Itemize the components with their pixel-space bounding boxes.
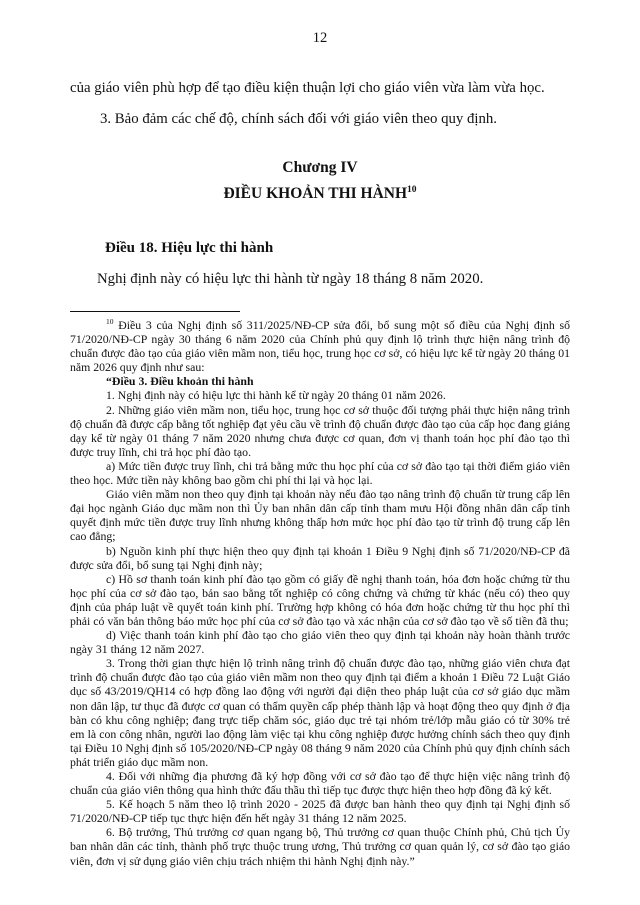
footnote-paragraph: b) Nguồn kinh phí thực hiện theo quy định tại khoản 1 Điều 9 Nghị định số 71/2020/NĐ-CP đã được sửa đổi, bổ sung tại Nghị định này; xyxy=(70,543,570,572)
footnote-section xyxy=(70,311,570,868)
article-18-text: Nghị định này có hiệu lực thi hành từ ngày 18 tháng 8 năm 2020. xyxy=(97,271,484,287)
footnote-paragraph: 2. Những giáo viên mầm non, tiểu học, trung học cơ sở thuộc đối tượng phải thực hiện nâng trình độ chuẩn đã được cấp bằng tốt nghiệp đạt yêu cầu về trình độ chuẩn được đào tạo của cấp học đang giảng dạy kể từ ngày 01 tháng 7 năm 2020 nhưng chưa được cơ quan, đơn vị thanh toán học phí đào tạo thì được truy lĩnh, chi trả học phí đào tạo. xyxy=(70,402,570,459)
footnote-separator xyxy=(70,311,240,312)
chapter-footnote-reference: 10 xyxy=(407,184,417,195)
article-18-heading: Điều 18. Hiệu lực thi hành xyxy=(105,240,274,256)
footnote-paragraph: 5. Kế hoạch 5 năm theo lộ trình 2020 - 2025 đã được ban hành theo quy định tại Nghị định số 71/2020/NĐ-CP tiếp tục thực hiện đến hết ngày 31 tháng 12 năm 2025. xyxy=(70,797,570,826)
chapter-heading xyxy=(70,155,570,207)
chapter-title xyxy=(70,181,570,207)
chapter-label: Chương IV xyxy=(282,159,358,176)
footnote-intro-text: Điều 3 của Nghị định số 311/2025/NĐ-CP sửa đổi, bổ sung một số điều của Nghị định số 71/2020/NĐ-CP ngày 30 tháng 6 năm 2020 của Chính phủ quy định lộ trình thực hiện nâng trình độ chuẩn được đào tạo của giáo viên mầm non, tiểu học, trung học cơ sở, có hiệu lực kể từ ngày 20 tháng 01 năm 2026 quy định như sau: xyxy=(70,318,571,375)
footnote-paragraph: “Điều 3. Điều khoản thi hành xyxy=(106,374,254,389)
chapter-title-text: ĐIỀU KHOẢN THI HÀNH xyxy=(223,185,408,202)
footnote-paragraph: d) Việc thanh toán kinh phí đào tạo cho giáo viên theo quy định tại khoản này hoàn thành trước ngày 31 tháng 12 năm 2027. xyxy=(70,628,570,657)
footnote-marker: 10 xyxy=(106,317,114,327)
footnote-paragraph: 3. Trong thời gian thực hiện lộ trình nâng trình độ chuẩn được đào tạo, những giáo viên chưa đạt trình độ chuẩn được đào tạo của giáo viên mầm non theo quy định tại điểm a khoản 1 Điều 72 Luật Giáo dục số 43/2019/QH14 có hợp đồng lao động với người đại diện theo pháp luật của cơ sở giáo dục mầm non dân lập, tư thục đã được cơ quan có thẩm quyền cấp phép thành lập và hoạt động theo quy định ở địa bàn có khu công nghiệp; đang trực tiếp chăm sóc, giáo dục trẻ tại nhóm trẻ/lớp mẫu giáo có từ 30% trẻ em là con công nhân, người lao động làm việc tại khu công nghiệp được hưởng chính sách theo quy định tại Điều 10 Nghị định số 105/2020/NĐ-CP ngày 08 tháng 9 năm 2020 của Chính phủ quy định chính sách phát triển giáo dục mầm non. xyxy=(70,656,570,769)
page-number: 12 xyxy=(312,30,328,46)
footnote-paragraph: a) Mức tiền được truy lĩnh, chi trả bằng mức thu học phí của cơ sở đào tạo tại thời điểm giáo viên theo học. Mức tiền này không bao gồm chi phí thi lại và học lại. xyxy=(70,458,570,488)
footnote-paragraph: 6. Bộ trưởng, Thủ trưởng cơ quan ngang bộ, Thủ trưởng cơ quan thuộc Chính phủ, Chủ tịch Ủy ban nhân dân các tỉnh, thành phố trực thuộc trung ương, Thủ trưởng cơ quan quản lý, cơ sở đào tạo giáo viên, đơn vị sử dụng giáo viên chịu trách nhiệm thi hành Nghị định này.” xyxy=(70,825,570,868)
footnote-paragraph: 4. Đối với những địa phương đã ký hợp đồng với cơ sở đào tạo để thực hiện việc nâng trình độ chuẩn của giáo viên thông qua hình thức đấu thầu thì tiếp tục được thực hiện theo hợp đồng đã ký kết. xyxy=(70,769,570,798)
footnote-paragraph: 1. Nghị định này có hiệu lực thi hành kể từ ngày 20 tháng 01 năm 2026. xyxy=(106,388,446,403)
footnote-paragraph: c) Hồ sơ thanh toán kinh phí đào tạo gồm có giấy đề nghị thanh toán, hóa đơn hoặc chứng từ thu học phí của cơ sở đào tạo, bản sao bằng tốt nghiệp có công chứng và chứng từ khác (nếu có) theo quy định của pháp luật về quyết toán kinh phí. Trường hợp không có hóa đơn hoặc chứng từ thu học phí thì phải có văn bản thông báo mức học phí của cơ sở đào tạo và xác nhận của cơ sở đào tạo về số tiền đã thu; xyxy=(70,571,570,628)
footnote-paragraph-intro xyxy=(70,318,570,374)
body-paragraph-item-3: 3. Bảo đảm các chế độ, chính sách đối với giáo viên theo quy định. xyxy=(100,111,497,127)
footnote-paragraph-list xyxy=(70,374,570,867)
footnote-paragraph: Giáo viên mầm non theo quy định tại khoản này nếu đào tạo nâng trình độ chuẩn từ trung cấp lên đại học ngành Giáo dục mầm non thì Ủy ban nhân dân cấp tỉnh tham mưu Hội đồng nhân dân cấp tỉnh quyết định mức tiền được truy lĩnh nhưng không thấp hơn mức học phí đào tạo từ trình độ trung cấp lên cao đẳng; xyxy=(70,487,570,544)
body-paragraph-continuation: của giáo viên phù hợp để tạo điều kiện thuận lợi cho giáo viên vừa làm vừa học. xyxy=(70,80,545,96)
